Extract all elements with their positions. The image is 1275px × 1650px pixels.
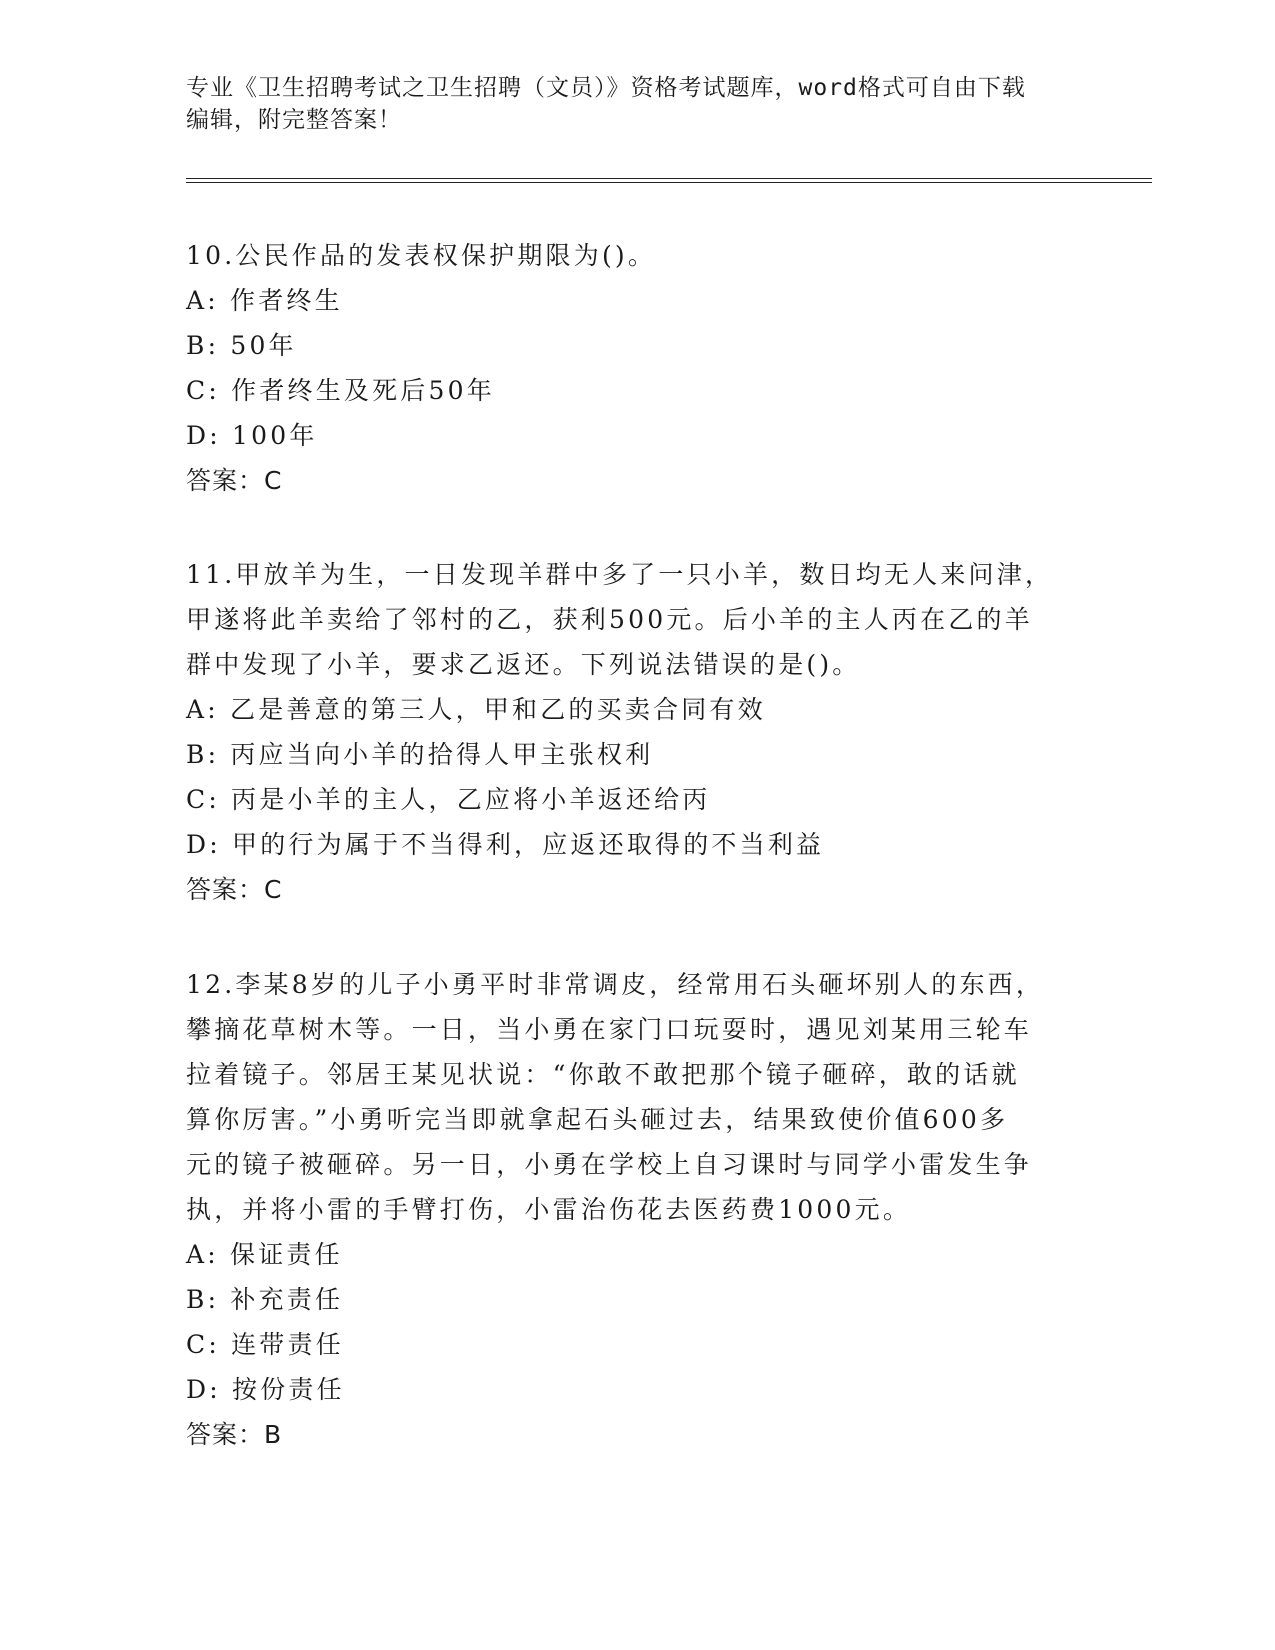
option-d: D: 甲的行为属于不当得利，应返还取得的不当利益 (186, 830, 825, 859)
option-d: D: 100年 (186, 421, 318, 450)
document-header (186, 72, 1086, 136)
option-b: B: 补充责任 (186, 1285, 344, 1314)
option-d: D: 按份责任 (186, 1375, 345, 1404)
question-stem-line: 执，并将小雷的手臂打伤，小雷治伤花去医药费1000元。 (186, 1195, 912, 1224)
header-divider (186, 178, 1152, 183)
header-line-2: 编辑，附完整答案！ (186, 107, 402, 133)
option-a: A: 乙是善意的第三人，甲和乙的买卖合同有效 (186, 695, 766, 724)
option-c: C: 作者终生及死后50年 (186, 376, 495, 405)
answer-line: 答案：B (186, 1420, 283, 1449)
option-a: A: 作者终生 (186, 286, 343, 315)
question-11 (186, 552, 1066, 912)
answer-line: 答案：C (186, 875, 283, 904)
question-stem-line: 拉着镜子。邻居王某见状说：“你敢不敢把那个镜子砸碎，敢的话就 (186, 1060, 1020, 1089)
option-b: B: 丙应当向小羊的拾得人甲主张权利 (186, 740, 654, 769)
question-stem-line: 甲遂将此羊卖给了邻村的乙，获利500元。后小羊的主人丙在乙的羊 (186, 605, 1033, 634)
option-c: C: 丙是小羊的主人，乙应将小羊返还给丙 (186, 785, 711, 814)
question-stem-line: 元的镜子被砸碎。另一日，小勇在学校上自习课时与同学小雷发生争 (186, 1150, 1033, 1179)
option-c: C: 连带责任 (186, 1330, 344, 1359)
answer-line: 答案：C (186, 466, 283, 495)
question-stem-line: 11.甲放羊为生，一日发现羊群中多了一只小羊，数日均无人来问津， (186, 560, 1054, 589)
question-stem-line: 10.公民作品的发表权保护期限为()。 (186, 241, 657, 270)
question-stem-line: 12.李某8岁的儿子小勇平时非常调皮，经常用石头砸坏别人的东西， (186, 970, 1045, 999)
option-b: B: 50年 (186, 331, 297, 360)
question-10 (186, 233, 1066, 503)
question-12 (186, 962, 1066, 1457)
question-stem-line: 攀摘花草树木等。一日，当小勇在家门口玩耍时，遇见刘某用三轮车 (186, 1015, 1033, 1044)
question-stem-line: 群中发现了小羊，要求乙返还。下列说法错误的是()。 (186, 650, 861, 679)
option-a: A: 保证责任 (186, 1240, 343, 1269)
question-stem-line: 算你厉害。”小勇听完当即就拿起石头砸过去，结果致使价值600多 (186, 1105, 1009, 1134)
header-line-1: 专业《卫生招聘考试之卫生招聘（文员）》资格考试题库，word格式可自由下载 (186, 75, 1026, 101)
